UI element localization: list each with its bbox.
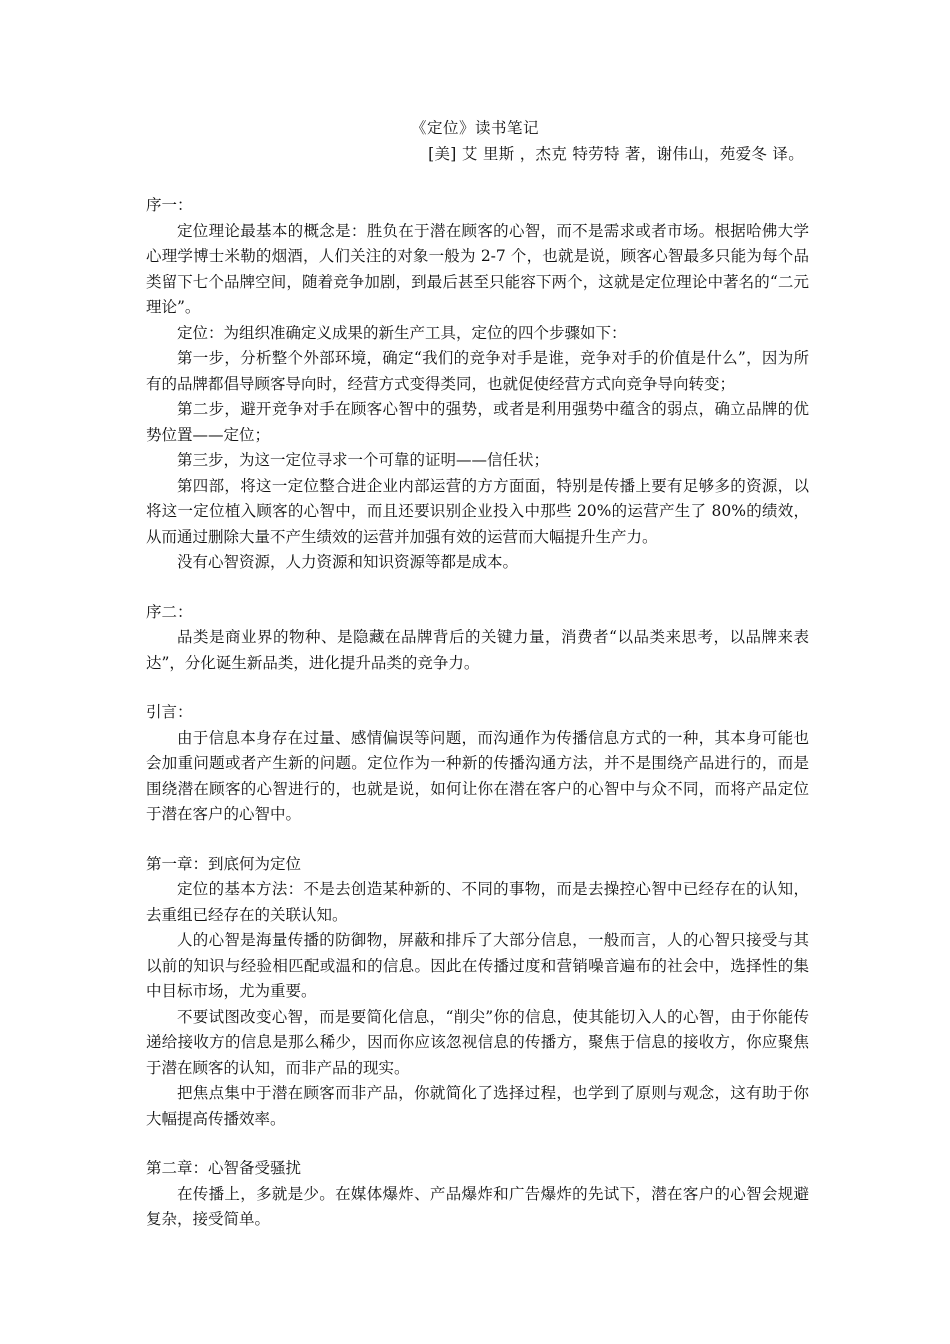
paragraph: 定位理论最基本的概念是：胜负在于潜在顾客的心智，而不是需求或者市场。根据哈佛大学心理学博士米勒的烟酒，人们关注的对象一般为 2-7 个，也就是说，顾客心智最多只能为每个品类留下七个品牌空间，随着竞争加剧，到最后甚至只能容下两个，这就是定位理论中著名的“二元理论”。 [146,221,809,316]
paragraph: 不要试图改变心智，而是要简化信息，“削尖”你的信息，使其能切入人的心智，由于你能传递给接收方的信息是那么稀少，因而你应该忽视信息的传播方，聚焦于信息的接收方，你应聚焦于潜在顾客的认知，而非产品的现实。 [146,1007,809,1077]
paragraph: 在传播上，多就是少。在媒体爆炸、产品爆炸和广告爆炸的先试下，潜在客户的心智会规避复杂，接受简单。 [146,1184,809,1228]
paragraph: 由于信息本身存在过量、感情偏误等问题，而沟通作为传播信息方式的一种，其本身可能也会加重问题或者产生新的问题。定位作为一种新的传播沟通方法，并不是围绕产品进行的，而是围绕潜在顾客的心智进行的，也就是说，如何让你在潜在客户的心智中与众不同，而将产品定位于潜在客户的心智中。 [146,728,809,823]
paragraph: 第三步，为这一定位寻求一个可靠的证明——信任状； [177,451,550,469]
section-heading: 第一章：到底何为定位 [146,854,302,873]
paragraph: 第二步，避开竞争对手在顾客心智中的强势，或者是利用强势中蕴含的弱点，确立品牌的优势位置——定位； [146,400,809,444]
paragraph: 定位：为组织准确定义成果的新生产工具，定位的四个步骤如下： [177,323,627,342]
paragraph: 定位的基本方法：不是去创造某种新的、不同的事物，而是去操控心智中已经存在的认知，去重组已经存在的关联认知。 [146,880,809,924]
section-heading: 序一： [146,196,193,214]
paragraph: 人的心智是海量传播的防御物，屏蔽和排斥了大部分信息，一般而言，人的心智只接受与其以前的知识与经验相匹配或温和的信息。因此在传播过度和营销噪音遍布的社会中，选择性的集中目标市场，尤为重要。 [146,931,809,1000]
document-title: 《定位》读书笔记 [410,119,539,137]
section-introduction [146,700,809,828]
section-heading: 第二章：心智备受骚扰 [146,1159,302,1177]
paragraph: 把焦点集中于潜在顾客而非产品，你就简化了选择过程，也学到了原则与观念，这有助于你大幅提高传播效率。 [146,1084,809,1128]
paragraph: 品类是商业界的物种、是隐藏在品牌背后的关键力量，消费者“以品类来思考，以品牌来表达”，分化诞生新品类，进化提升品类的竞争力。 [146,628,809,672]
section-preface-1 [146,193,809,576]
paragraph: 第一步，分析整个外部环境，确定“我们的竞争对手是谁，竞争对手的价值是什么”，因为所有的品牌都倡导顾客导向时，经营方式变得类同，也就促使经营方式向竞争导向转变； [146,349,809,393]
section-chapter-1 [146,852,809,1133]
document-body [146,193,809,1257]
document-authors: [美] 艾 里斯 ，杰克 特劳特 著，谢伟山，苑爱冬 译。 [428,145,804,163]
paragraph: 没有心智资源，人力资源和知识资源等都是成本。 [177,553,519,571]
paragraph: 第四部，将这一定位整合进企业内部运营的方方面面，特别是传播上要有足够多的资源，以将这一定位植入顾客的心智中，而且还要识别企业投入中那些 20%的运营产生了 80%的绩效，从而通过删除大量不产生绩效的运营并加强有效的运营而大幅提升生产力。 [146,476,809,546]
section-heading: 引言： [146,703,193,721]
section-preface-2 [146,600,809,677]
section-chapter-2 [146,1156,809,1233]
section-heading: 序二： [146,602,193,621]
